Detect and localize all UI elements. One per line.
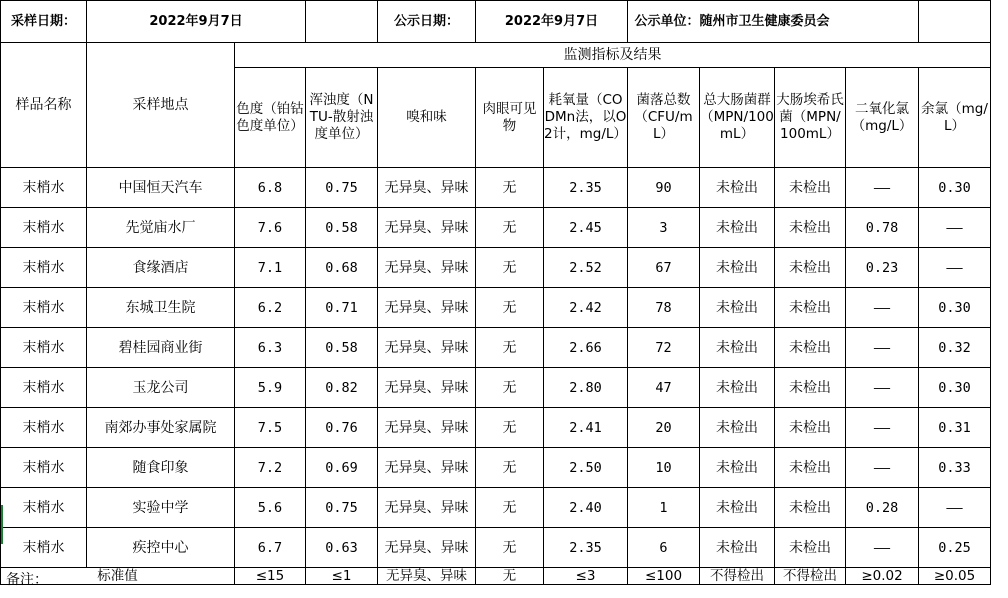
cod-cell: 2.40 (544, 488, 628, 528)
visible-cell: 无 (476, 408, 544, 448)
turbidity-cell: 0.71 (306, 288, 378, 328)
row-selection-marker (1, 505, 3, 544)
location-cell: 中国恒天汽车 (87, 168, 235, 208)
col-header-location: 采样地点 (87, 43, 235, 168)
residual-chlorine-cell: 0.32 (919, 328, 991, 368)
turbidity-cell: 0.68 (306, 248, 378, 288)
cod-cell: 2.35 (544, 528, 628, 568)
location-cell: 先觉庙水厂 (87, 208, 235, 248)
residual-chlorine-cell: 0.30 (919, 168, 991, 208)
col-header-visible: 肉眼可见物 (476, 68, 544, 168)
coliform-cell: 未检出 (700, 528, 775, 568)
odor-cell: 无异臭、异味 (378, 448, 476, 488)
standard-residual-chlorine: ≥0.05 (919, 568, 991, 585)
turbidity-cell: 0.63 (306, 528, 378, 568)
chlorine-dioxide-cell: —— (846, 528, 919, 568)
chlorine-dioxide-cell: —— (846, 408, 919, 448)
color-cell: 6.7 (235, 528, 306, 568)
standard-cod: ≤3 (544, 568, 628, 585)
visible-cell: 无 (476, 328, 544, 368)
turbidity-cell: 0.75 (306, 168, 378, 208)
ecoli-cell: 未检出 (775, 368, 846, 408)
coliform-cell: 未检出 (700, 328, 775, 368)
col-header-residual-chlorine: 余氯（mg/L） (919, 68, 991, 168)
visible-cell: 无 (476, 368, 544, 408)
header-blank-cell (919, 1, 991, 43)
col-header-sample-name: 样品名称 (1, 43, 87, 168)
color-cell: 6.8 (235, 168, 306, 208)
remark-label: 备注： (6, 572, 48, 588)
turbidity-cell: 0.58 (306, 208, 378, 248)
residual-chlorine-cell: 0.25 (919, 528, 991, 568)
publish-date-label: 公示日期： (378, 1, 476, 43)
ecoli-cell: 未检出 (775, 208, 846, 248)
visible-cell: 无 (476, 488, 544, 528)
coliform-cell: 未检出 (700, 448, 775, 488)
cod-cell: 2.41 (544, 408, 628, 448)
standard-colony: ≤100 (628, 568, 700, 585)
coliform-cell: 未检出 (700, 408, 775, 448)
col-header-ecoli: 大肠埃希氏菌（MPN/100mL） (775, 68, 846, 168)
colony-cell: 20 (628, 408, 700, 448)
publisher-label: 公示单位： (628, 1, 700, 43)
color-cell: 7.6 (235, 208, 306, 248)
ecoli-cell: 未检出 (775, 168, 846, 208)
sample-name-cell: 末梢水 (1, 488, 87, 528)
color-cell: 5.9 (235, 368, 306, 408)
header-blank-cell (306, 1, 378, 43)
coliform-cell: 未检出 (700, 208, 775, 248)
standard-ecoli: 不得检出 (775, 568, 846, 585)
odor-cell: 无异臭、异味 (378, 168, 476, 208)
sample-name-cell: 末梢水 (1, 208, 87, 248)
cod-cell: 2.80 (544, 368, 628, 408)
colony-cell: 3 (628, 208, 700, 248)
table-row (1, 208, 991, 248)
colony-cell: 78 (628, 288, 700, 328)
visible-cell: 无 (476, 248, 544, 288)
table-row (1, 288, 991, 328)
odor-cell: 无异臭、异味 (378, 368, 476, 408)
colony-cell: 67 (628, 248, 700, 288)
chlorine-dioxide-cell: —— (846, 448, 919, 488)
table-row (1, 248, 991, 288)
cod-cell: 2.52 (544, 248, 628, 288)
ecoli-cell: 未检出 (775, 248, 846, 288)
turbidity-cell: 0.76 (306, 408, 378, 448)
coliform-cell: 未检出 (700, 488, 775, 528)
coliform-cell: 未检出 (700, 288, 775, 328)
colony-cell: 6 (628, 528, 700, 568)
location-cell: 南郊办事处家属院 (87, 408, 235, 448)
ecoli-cell: 未检出 (775, 448, 846, 488)
cod-cell: 2.42 (544, 288, 628, 328)
header-info-row (1, 1, 991, 43)
location-cell: 实验中学 (87, 488, 235, 528)
col-header-indicator-group: 监测指标及结果 (235, 43, 991, 68)
residual-chlorine-cell: 0.30 (919, 288, 991, 328)
odor-cell: 无异臭、异味 (378, 248, 476, 288)
colony-cell: 10 (628, 448, 700, 488)
standard-color: ≤15 (235, 568, 306, 585)
sample-name-cell: 末梢水 (1, 528, 87, 568)
table-row (1, 408, 991, 448)
residual-chlorine-cell: —— (919, 208, 991, 248)
cod-cell: 2.45 (544, 208, 628, 248)
sample-name-cell: 末梢水 (1, 368, 87, 408)
sampling-date-value: 2022年9月7日 (87, 1, 306, 43)
sampling-date-label: 采样日期： (1, 1, 87, 43)
location-cell: 东城卫生院 (87, 288, 235, 328)
coliform-cell: 未检出 (700, 368, 775, 408)
odor-cell: 无异臭、异味 (378, 328, 476, 368)
color-cell: 7.2 (235, 448, 306, 488)
table-row (1, 328, 991, 368)
color-cell: 5.6 (235, 488, 306, 528)
colony-cell: 1 (628, 488, 700, 528)
colony-cell: 72 (628, 328, 700, 368)
residual-chlorine-cell: 0.30 (919, 368, 991, 408)
residual-chlorine-cell: 0.33 (919, 448, 991, 488)
odor-cell: 无异臭、异味 (378, 528, 476, 568)
sample-name-cell: 末梢水 (1, 448, 87, 488)
publish-date-value: 2022年9月7日 (476, 1, 628, 43)
location-cell: 碧桂园商业街 (87, 328, 235, 368)
chlorine-dioxide-cell: —— (846, 368, 919, 408)
visible-cell: 无 (476, 208, 544, 248)
sample-name-cell: 末梢水 (1, 248, 87, 288)
visible-cell: 无 (476, 168, 544, 208)
standard-chlorine-dioxide: ≥0.02 (846, 568, 919, 585)
table-row (1, 368, 991, 408)
turbidity-cell: 0.75 (306, 488, 378, 528)
residual-chlorine-cell: 0.31 (919, 408, 991, 448)
publisher-value: 随州市卫生健康委员会 (700, 1, 919, 43)
odor-cell: 无异臭、异味 (378, 408, 476, 448)
cod-cell: 2.35 (544, 168, 628, 208)
col-header-chlorine-dioxide: 二氧化氯（mg/L） (846, 68, 919, 168)
odor-cell: 无异臭、异味 (378, 208, 476, 248)
location-cell: 食缘酒店 (87, 248, 235, 288)
table-row (1, 528, 991, 568)
standard-coliform: 不得检出 (700, 568, 775, 585)
col-header-turbidity: 浑浊度（NTU-散射浊度单位） (306, 68, 378, 168)
standard-row (1, 568, 991, 585)
chlorine-dioxide-cell: —— (846, 288, 919, 328)
ecoli-cell: 未检出 (775, 328, 846, 368)
cod-cell: 2.66 (544, 328, 628, 368)
color-cell: 6.2 (235, 288, 306, 328)
col-header-cod: 耗氧量（CODMn法，以O2计，mg/L） (544, 68, 628, 168)
coliform-cell: 未检出 (700, 248, 775, 288)
residual-chlorine-cell: —— (919, 488, 991, 528)
colony-cell: 90 (628, 168, 700, 208)
standard-label: 标准值 (1, 568, 235, 585)
indicator-group-row (1, 43, 991, 68)
col-header-colony: 菌落总数（CFU/mL） (628, 68, 700, 168)
odor-cell: 无异臭、异味 (378, 288, 476, 328)
turbidity-cell: 0.82 (306, 368, 378, 408)
visible-cell: 无 (476, 288, 544, 328)
visible-cell: 无 (476, 528, 544, 568)
sample-name-cell: 末梢水 (1, 288, 87, 328)
chlorine-dioxide-cell: 0.28 (846, 488, 919, 528)
ecoli-cell: 未检出 (775, 528, 846, 568)
sample-name-cell: 末梢水 (1, 328, 87, 368)
color-cell: 7.5 (235, 408, 306, 448)
col-header-odor: 嗅和味 (378, 68, 476, 168)
odor-cell: 无异臭、异味 (378, 488, 476, 528)
sample-name-cell: 末梢水 (1, 408, 87, 448)
turbidity-cell: 0.58 (306, 328, 378, 368)
chlorine-dioxide-cell: —— (846, 168, 919, 208)
chlorine-dioxide-cell: —— (846, 328, 919, 368)
standard-odor: 无异臭、异味 (378, 568, 476, 585)
location-cell: 随食印象 (87, 448, 235, 488)
location-cell: 玉龙公司 (87, 368, 235, 408)
table-row (1, 448, 991, 488)
col-header-coliform: 总大肠菌群（MPN/100mL） (700, 68, 775, 168)
color-cell: 7.1 (235, 248, 306, 288)
color-cell: 6.3 (235, 328, 306, 368)
chlorine-dioxide-cell: 0.23 (846, 248, 919, 288)
location-cell: 疾控中心 (87, 528, 235, 568)
ecoli-cell: 未检出 (775, 288, 846, 328)
turbidity-cell: 0.69 (306, 448, 378, 488)
chlorine-dioxide-cell: 0.78 (846, 208, 919, 248)
ecoli-cell: 未检出 (775, 408, 846, 448)
table-row (1, 488, 991, 528)
col-header-color: 色度（铂钴色度单位） (235, 68, 306, 168)
residual-chlorine-cell: —— (919, 248, 991, 288)
ecoli-cell: 未检出 (775, 488, 846, 528)
sample-name-cell: 末梢水 (1, 168, 87, 208)
colony-cell: 47 (628, 368, 700, 408)
table-row (1, 168, 991, 208)
visible-cell: 无 (476, 448, 544, 488)
standard-turbidity: ≤1 (306, 568, 378, 585)
coliform-cell: 未检出 (700, 168, 775, 208)
standard-visible: 无 (476, 568, 544, 585)
cod-cell: 2.50 (544, 448, 628, 488)
